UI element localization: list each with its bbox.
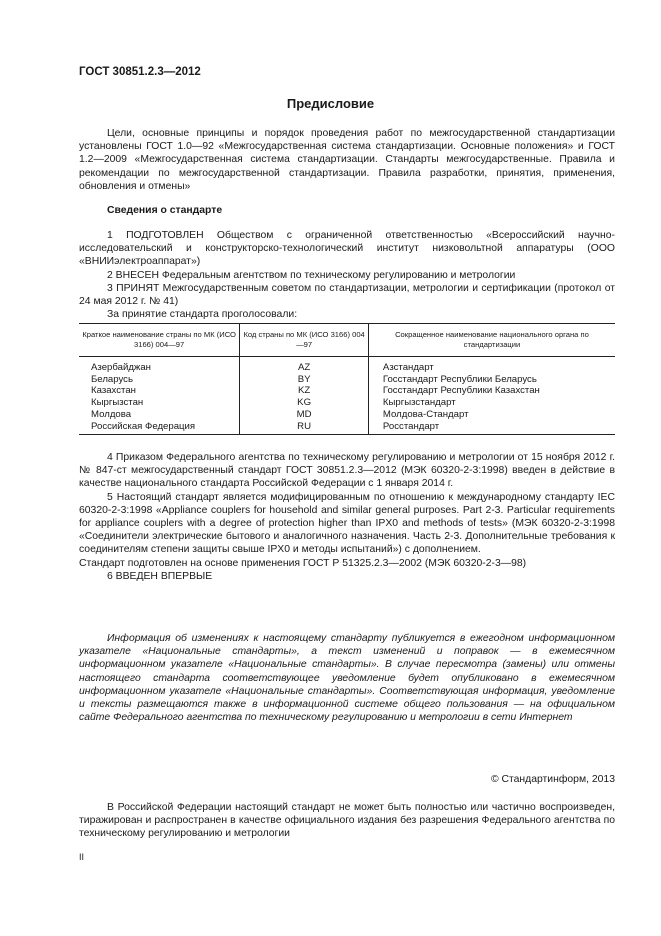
vote-intro: За принятие стандарта проголосовали: xyxy=(107,309,298,321)
voting-states-table xyxy=(79,323,615,435)
info-notice: Информация об изменениях к настоящему стандарту публикуется в ежегодном информационном указателе «Национальные стандарты», а текст изменений и поправок — в ежемесячном информационном указателе «Национальные стандарты». В случае пересмотра (замены) или отмены настоящего стандарта соответствующее уведомление будет опубликовано в ежемесячном информационном указателе «Национальные стандарты». Соответствующая информация, уведомление и тексты размещаются также в информационной системе общего пользования — на официальном сайте Федерального агентства по техническому регулированию и метрологии в сети Интернет xyxy=(79,633,615,724)
code-cell: BY xyxy=(240,374,369,386)
table-header-row xyxy=(79,324,615,357)
item-adopted: 3 ПРИНЯТ Межгосударственным советом по стандартизации, метрологии и сертификации (протокол от 24 мая 2012 г. № 41) xyxy=(79,282,615,308)
code-cell: AZ xyxy=(240,357,369,374)
item-submitted: 2 ВНЕСЕН Федеральным агентством по техническому регулированию и метрологии xyxy=(107,269,516,281)
column-header-code: Код страны по МК (ИСО 3166) 004—97 xyxy=(240,324,369,357)
info-notice-section xyxy=(79,632,615,724)
country-cell: Российская Федерация xyxy=(79,421,240,435)
reproduction-notice: В Российской Федерации настоящий стандарт не может быть полностью или частично воспроизведен, тиражирован и распространен в качестве официального издания без разрешения Федерального агентства по техническому регулированию и метрологии xyxy=(79,802,615,840)
item-introduced-first: 6 ВВЕДЕН ВПЕРВЫЕ xyxy=(107,570,213,582)
table-row xyxy=(79,374,615,386)
intro-paragraph: Цели, основные принципы и порядок проведения работ по межгосударственной стандартизации установлены ГОСТ 1.0—92 «Межгосударственная система стандартизации. Основные положения» и ГОСТ 1.2—2009 «Межгосударственная система стандартизации. Стандарты межгосударственные. Правила и рекомендации по межгосударственной стандартизации. Правила разработки, принятия, применения, обновления и отмены» xyxy=(79,128,615,192)
body-cell: Росстандарт xyxy=(368,421,615,435)
body-cell: Госстандарт Республики Беларусь xyxy=(368,374,615,386)
country-cell: Кыргызстан xyxy=(91,397,144,409)
standard-code-header: ГОСТ 30851.2.3—2012 xyxy=(79,66,201,78)
table-row xyxy=(79,409,615,421)
table-row xyxy=(79,357,615,374)
body-cell: Кыргызстандарт xyxy=(368,397,615,409)
copyright-line: © Стандартинформ, 2013 xyxy=(490,774,615,785)
code-cell: MD xyxy=(240,409,369,421)
table-row xyxy=(79,397,615,409)
standard-info-items xyxy=(79,229,615,321)
standard-info-items-continued xyxy=(79,451,615,583)
item-prepared: 1 ПОДГОТОВЛЕН Обществом с ограниченной ответственностью «Всероссийский научно-исследовательский и конструкторско-технологический институт низковольтной аппаратуры (ООО «ВНИИэлектроаппарат») xyxy=(79,230,615,268)
item-modified: 5 Настоящий стандарт является модифицированным по отношению к международному стандарту IEC 60320-2-3:1998 «Appliance couplers for household and similar general purposes. Part 2-3. Particular requirements for appliance couplers with a degree of protection higher than IPX0 and methods of tests» (МЭК 60320-2-3:1998 «Соединители электрические бытового и аналогичного назначения. Часть 2-3. Дополнительные требования к соединителям степени защиты свыше IPX0 и методы испытаний») с дополнением. xyxy=(79,491,615,556)
code-cell: KG xyxy=(240,397,369,409)
country-cell: Молдова xyxy=(91,408,132,420)
table-row xyxy=(79,385,615,397)
body-cell: Азстандарт xyxy=(368,357,615,374)
page-title: Предисловие xyxy=(286,96,375,111)
page-number: II xyxy=(79,852,85,862)
code-cell: KZ xyxy=(240,385,369,397)
column-header-country: Краткое наименование страны по МК (ИСО 3166) 004—97 xyxy=(79,324,240,357)
section-heading: Сведения о стандарте xyxy=(107,205,223,216)
table-row xyxy=(79,421,615,435)
body-cell: Госстандарт Республики Казахстан xyxy=(368,385,615,397)
intro-section xyxy=(79,127,615,193)
body-cell: Молдова-Стандарт xyxy=(368,409,615,421)
code-cell: RU xyxy=(240,421,369,435)
item-basis-note: Стандарт подготовлен на основе применения ГОСТ Р 51325.2.3—2002 (МЭК 60320-2-3—98) xyxy=(79,557,527,569)
reproduction-section xyxy=(79,801,615,841)
country-cell: Беларусь xyxy=(91,373,133,385)
country-cell: Казахстан xyxy=(91,385,136,397)
country-cell: Азербайджан xyxy=(91,362,151,373)
column-header-body: Сокращенное наименование национального органа по стандартизации xyxy=(368,324,615,357)
item-enacted: 4 Приказом Федерального агентства по техническому регулированию и метрологии от 15 ноября 2012 г. № 847-ст межгосударственный стандарт ГОСТ 30851.2.3—2012 (МЭК 60320-2-3:1998) введен в действие в качестве национального стандарта Российской Федерации с 1 января 2014 г. xyxy=(79,452,615,490)
